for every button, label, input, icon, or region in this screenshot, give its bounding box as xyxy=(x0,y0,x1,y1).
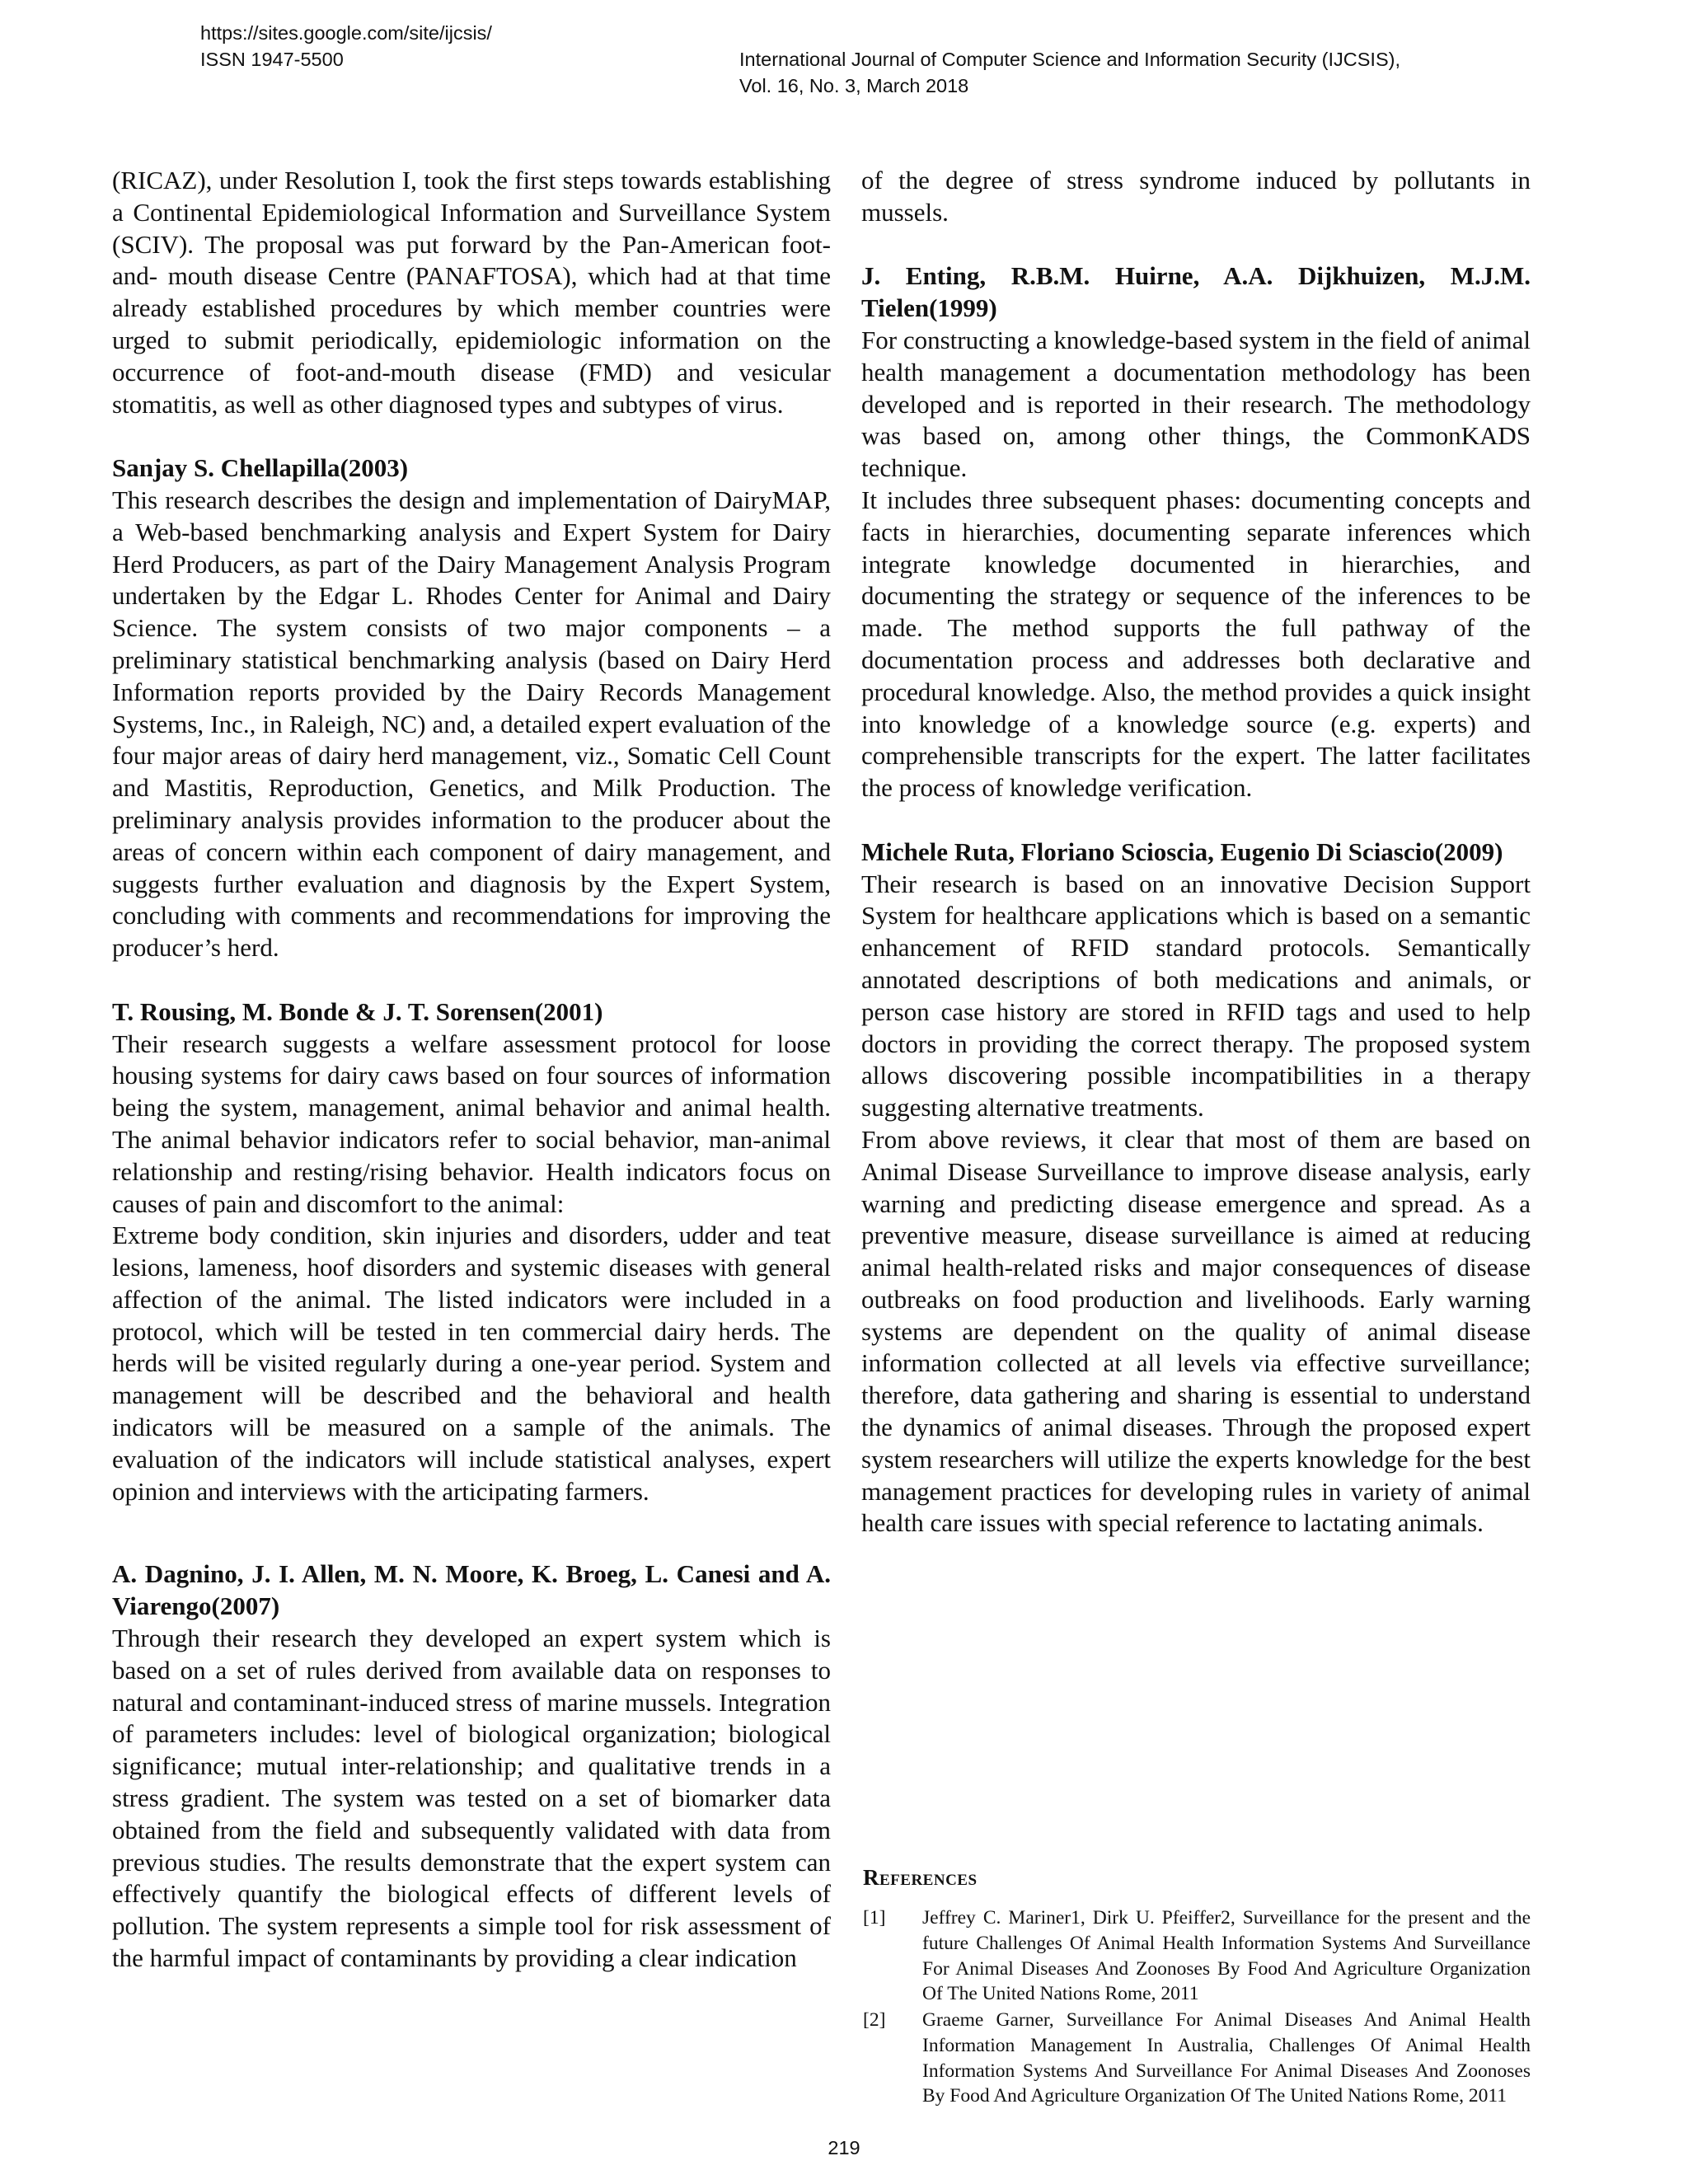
intro-paragraph: (RICAZ), under Resolution I, took the first steps towards establishing a Continental Epidemiological Information and Surveillance System (SCIV). The proposal was put forward by the Pan-American foot- and- mouth disease Centre (PANAFTOSA), which had at that time already established procedures by which member countries were urged to submit periodically, epidemiologic information on the occurrence of foot-and-mouth disease (FMD) and vesicular stomatitis, as well as other diagnosed types and subtypes of virus. xyxy=(112,166,831,419)
reference-text: Graeme Garner, Surveillance For Animal Diseases And Animal Health Information Management In Australia, Challenges Of Animal Health Information Systems And Surveillance For Animal Diseases And Zoonoses By Food And Agriculture Organization Of The United Nations Rome, 2011 xyxy=(922,2009,1531,2107)
right-column xyxy=(861,165,1531,1540)
section-heading-ruta: Michele Ruta, Floriano Scioscia, Eugenio Di Sciascio(2009) xyxy=(861,837,1503,866)
section-body-enting-2: It includes three subsequent phases: documenting concepts and facts in hierarchies, documenting separate inferences which integrate knowledge documented in hierarchies, and documenting the strategy or sequence of the inferences to be made. The method supports the full pathway of the documentation process and addresses both declarative and procedural knowledge. Also, the method provides a quick insight into knowledge of a knowledge source (e.g. experts) and comprehensible transcripts for the expert. The latter facilitates the process of knowledge verification. xyxy=(861,485,1531,803)
references-heading: References xyxy=(863,1865,978,1890)
section-body-chellapilla: This research describes the design and implementation of DairyMAP, a Web-based benchmarking analysis and Expert System for Dairy Herd Producers, as part of the Dairy Management Analysis Program undertaken by the Edgar L. Rhodes Center for Animal and Dairy Science. The system consists of two major components – a preliminary statistical benchmarking analysis (based on Dairy Herd Information reports provided by the Dairy Records Management Systems, Inc., in Raleigh, NC) and, a detailed expert evaluation of the four major areas of dairy herd management, viz., Somatic Cell Count and Mastitis, Reproduction, Genetics, and Milk Production. The preliminary analysis provides information to the producer about the areas of concern within each component of dairy management, and suggests further evaluation and diagnosis by the Expert System, concluding with comments and recommendations for improving the producer’s herd. xyxy=(112,485,831,963)
reference-number: [1] xyxy=(863,1907,886,1929)
reference-text: Jeffrey C. Mariner1, Dirk U. Pfeiffer2, Surveillance for the present and the future Challenges Of Animal Health Information Systems And Surveillance For Animal Diseases And Zoonoses By Food And Agriculture Organization Of The United Nations Rome, 2011 xyxy=(922,1907,1531,2005)
section-body-dagnino: Through their research they developed an expert system which is based on a set of rules derived from available data on responses to natural and contaminant-induced stress of marine mussels. Integration of parameters includes: level of biological organization; biological significance; mutual inter-relationship; and qualitative trends in a stress gradient. The system was tested on a set of biomarker data obtained from the field and subsequently validated with data from previous studies. The results demonstrate that the expert system can effectively quantify the biological effects of different levels of pollution. The system represents a simple tool for risk assessment of the harmful impact of contaminants by providing a clear indication xyxy=(112,1624,831,1973)
section-body-enting-1: For constructing a knowledge-based system in the field of animal health management a documentation methodology has been developed and is reported in their research. The methodology was based on, among other things, the CommonKADS technique. xyxy=(861,325,1531,483)
conclusion-paragraph: From above reviews, it clear that most of them are based on Animal Disease Surveillance to improve disease analysis, early warning and predicting disease emergence and spread. As a preventive measure, disease surveillance is aimed at reducing animal health-related risks and major consequences of disease outbreaks on food production and livelihoods. Early warning systems are dependent on the quality of animal disease information collected at all levels via effective surveillance; therefore, data gathering and sharing is essential to understand the dynamics of animal diseases. Through the proposed expert system researchers will utilize the experts knowledge for the best management practices for developing rules in variety of animal health care issues with special reference to lactating animals. xyxy=(861,1124,1531,1538)
section-body-rousing-1: Their research suggests a welfare assessment protocol for loose housing systems for dairy caws based on four sources of information being the system, management, animal behavior and animal health. The animal behavior indicators refer to social behavior, man-animal relationship and resting/rising behavior. Health indicators focus on causes of pain and discomfort to the animal: xyxy=(112,1029,831,1218)
section-heading-enting: J. Enting, R.B.M. Huirne, A.A. Dijkhuizen, M.J.M. Tielen(1999) xyxy=(861,261,1531,323)
section-heading-chellapilla: Sanjay S. Chellapilla(2003) xyxy=(112,453,409,483)
continuation-paragraph: of the degree of stress syndrome induced by pollutants in mussels. xyxy=(861,166,1531,227)
section-body-rousing-2: Extreme body condition, skin injuries and disorders, udder and teat lesions, lameness, hoof disorders and systemic diseases with general affection of the animal. The listed indicators were included in a protocol, which will be tested in ten commercial dairy herds. The herds will be visited regularly during a one-year period. System and management will be described and the behavioral and health indicators will be measured on a sample of the animals. The evaluation of the indicators will include statistical analyses, expert opinion and interviews with the articipating farmers. xyxy=(112,1221,831,1506)
section-heading-dagnino: A. Dagnino, J. I. Allen, M. N. Moore, K. Broeg, L. Canesi and A. Viarengo(2007) xyxy=(112,1559,831,1621)
page-number: 219 xyxy=(828,2137,860,2158)
left-column xyxy=(112,165,831,1975)
issn: ISSN 1947-5500 xyxy=(200,49,344,70)
reference-item xyxy=(863,1905,1531,2007)
section-body-ruta: Their research is based on an innovative Decision Support System for healthcare applications which is based on a semantic enhancement of RFID standard protocols. Semantically annotated descriptions of both medications and animals, or person case history are stored in RFID tags and used to help doctors in providing the correct therapy. The proposed system allows discovering possible incompatibilities in a therapy suggesting alternative treatments. xyxy=(861,869,1531,1122)
reference-item xyxy=(863,2008,1531,2109)
journal-url: https://sites.google.com/site/ijcsis/ xyxy=(200,22,492,44)
journal-name: International Journal of Computer Science and Information Security (IJCSIS), xyxy=(739,49,1400,70)
section-heading-rousing: T. Rousing, M. Bonde & J. T. Sorensen(2001) xyxy=(112,996,603,1026)
reference-number: [2] xyxy=(863,2009,886,2031)
journal-volume: Vol. 16, No. 3, March 2018 xyxy=(739,75,969,96)
running-header-left xyxy=(200,20,492,73)
running-header-right xyxy=(739,46,1400,99)
